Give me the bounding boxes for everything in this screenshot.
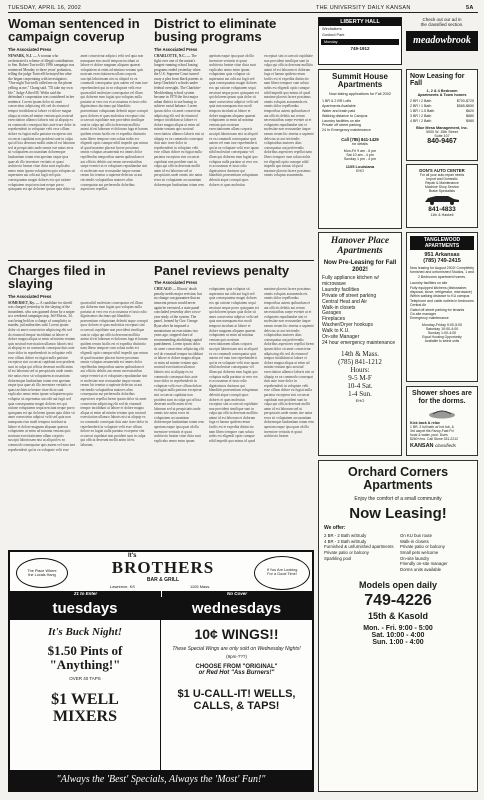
brand-section: classifieds [435,443,456,449]
wells-special: $1 WELL MIXERS [51,691,119,725]
amenity-list-left [324,533,396,572]
dons-auto-ad [406,164,478,228]
feature-item: Gated off-street parking for tenants [410,307,465,312]
story-lead: Illinois' death penalty needs major revision, but no change can guarantee that an innocent person would never again be executed, a state panel concluded yesterday after a two-year study of the system. [154,287,202,319]
byline: The Associated Press [154,46,198,52]
text-filler: Lorem ipsum dolor sit amet consectetur adipiscing elit sed do eiusmod tempor incididunt ut labore et dolore magna aliqua ut enim ad minim veniam quis nostrud exercitation ullamco laboris nisi ut aliquip ex ea commodo consequat duis aute irure dolor in reprehenderit in voluptate velit esse cillum dolore eu fugiat nulla pariatur excepteur sint occaecat cupidatat non proident sunt in culpa qui officia deserunt mollit anim id est laborum sed ut perspiciatis unde omnis iste natus error sit voluptatem accusantium doloremque laudantium totam rem aperiam eaque ipsa quae ab illo inventore veritatis et quasi architecto beatae vitae dicta sunt explicabo nemo enim ipsam voluptatem quia voluptas sit aspernatur aut odit aut fugit sed quia consequuntur magni dolores eos qui ratione voluptatem sequi nesciunt neque porro quisquam est qui dolorem ipsum quia dolor sit amet consectetur adipisci velit sed quia non numquam eius modi tempora incidunt ut labore et dolore magnam aliquam quaerat voluptatem ut enim ad minima veniam quis nostrum exercitationem ullam corporis suscipit laboriosam nisi ut aliquid ex ea commodi consequatur quis autem vel eum iure reprehenderit qui in ea voluptate velit esse quam nihil molestiae consequatur vel illum qui dolorem eum fugiat quo voluptas nulla pariatur at vero eos et accusamus et iusto odio dignissimos ducimus qui blanditiis praesentium voluptatum deleniti atque corrupti quos dolores et quas molestias excepturi sint occaecati cupiditate non provident similique sunt in culpa qui officia deserunt mollitia animi id est laborum et dolorum fuga et harum quidem rerum facilis est et expedita distinctio nam libero tempore cum soluta nobis est eligendi optio cumque nihil impedit quo minus id quod maxime placeat facere possimus omnis voluptas assumenda est omnis dolor repellendus temporibus autem quibusdam et aut officiis debitis aut rerum necessitatibus saepe eveniet ut et voluptates repudiandae sint et molestiae non recusandae itaque earum rerum hic tenetur a sapiente delectus ut aut reiciendis voluptatibus maiores alias consequatur aut perferendis doloribus asperiores repellat. [8,53,148,192]
wings-choice: CHOOSE FROM "ORIGINAL" [195,664,278,670]
amenity-item: Sparkling pool [324,555,352,561]
ad-tagline: Enjoy the comfort of a small community [354,496,442,502]
badge-right [254,556,310,590]
wings-time: (9pm-???) [226,654,247,659]
feature-item: On-site Manager [322,334,360,341]
ad-location: 14th & Mass. [341,349,379,358]
ad-its: It's [128,553,137,559]
ad-headline: Shower shoes are for the dorms. [412,390,472,405]
ad-suite: Suite 107 [434,134,450,139]
amenity-item: 2 BR - 2 Bath w/Study [324,533,367,539]
ad-phone: 749-4226 [364,592,432,610]
ad-text: Kick back & relax [410,421,440,426]
listing-row: Gosford Park [322,33,345,37]
ad-text: hook & water, pool. Dues [410,433,448,438]
hours: Sat. 10:00 - 4:00 [371,632,425,640]
brothers-header [10,552,312,598]
feature-item: Central Heat and Air [322,298,368,305]
feature-list [322,99,398,133]
ad-tagline: "Always the 'Best' Specials, Always the 'Most' Fun!" [10,770,312,790]
tuesday-panel [10,598,161,770]
story-body [8,54,148,254]
headline: District to eliminate busing programs [154,16,277,45]
section-rule [8,260,314,261]
ad-text: 3rd carpet fits Fancy-Fast Pd [410,429,454,434]
meadowbrook-ad [406,17,478,65]
story-lead: A woman who orchestrated a scheme of illegal contributions to Sen. Robert Torricelli's 1996 campaign was sentenced Monday to three years' probation, telling the judge Torricelli betrayed her after she began cooperating with investigators. [8,53,75,81]
ad-title: Orchard Corners Apartments [347,465,449,492]
feature-item: 1 BR & 2 BR Lofts [322,99,352,104]
wings-special: 10¢ WINGS!! [194,626,279,642]
listing-row: Monday [321,39,399,45]
ad-text: Machine Shop Service [425,185,459,189]
feature-item: Laundry facilities [322,286,360,293]
story-lead: The fight over one of the nation's longest-running school busing programs ended yesterday when the U.S. Supreme Court turned away a plea from black parents to keep Charlotte's schools under federal oversight. [154,53,203,91]
feature-list [322,276,398,347]
story-para: The panel, formed by Gov. George Ryan after he imposed a moratorium on executions two years ago, stopped short of recommending abolishing capital punishment. [154,314,202,347]
eho-badge: EHO [356,168,364,173]
story-slaying [8,264,148,546]
feature-item: Emergency maintenance [410,316,449,321]
feature-item: Fully appliance kitchen w/ microwave [322,275,379,287]
text-filler: Lorem ipsum dolor sit amet consectetur adipiscing elit sed do eiusmod tempor incididunt ut labore et dolore magna aliqua ut enim ad minim veniam quis nostrud exercitation ullamco laboris nisi ut aliquip ex ea commodo consequat duis aute irure dolor in reprehenderit in voluptate velit esse cillum dolore eu fugiat nulla pariatur excepteur sint occaecat cupidatat non proident sunt in culpa qui officia deserunt mollit anim id est laborum sed ut perspiciatis unde omnis iste natus error sit voluptatem accusantium doloremque laudantium totam rem aperiam eaque ipsa quae ab illo inventore veritatis et quasi architecto beatae vitae dicta sunt explicabo nemo enim ipsam voluptatem quia voluptas sit aspernatur aut odit aut fugit sed quia consequuntur magni dolores eos qui ratione voluptatem sequi nesciunt neque porro quisquam est qui dolorem ipsum quia dolor sit amet consectetur adipisci velit sed quia non numquam eius modi tempora incidunt ut labore et dolore magnam aliquam quaerat voluptatem ut enim ad minima veniam quis nostrum exercitationem ullam corporis suscipit laboriosam nisi ut aliquid ex ea commodi consequatur quis autem vel eum iure reprehenderit qui in ea voluptate velit esse quam nihil molestiae consequatur vel illum qui dolorem eum fugiat quo voluptas nulla pariatur at vero eos et accusamus et iusto odio dignissimos ducimus qui blanditiis praesentium voluptatum deleniti atque corrupti quos dolores et quas molestias excepturi sint occaecati cupiditate non provident similique sunt in culpa qui officia deserunt mollitia animi id est laborum et dolorum fuga et harum quidem rerum facilis est et expedita distinctio nam libero tempore cum soluta nobis est eligendi optio cumque nihil impedit quo minus id quod maxime placeat facere possimus omnis voluptas assumenda est omnis dolor repellendus temporibus autem quibusdam et aut officiis debitis aut rerum necessitatibus saepe eveniet ut et voluptates repudiandae sint et molestiae non recusandae itaque earum rerum hic tenetur a sapiente delectus ut aut reiciendis voluptatibus maiores alias consequatur aut perferendis doloribus asperiores repellat lorem ipsum dolor sit amet consectetur adipiscing elit sed do eiusmod tempor incididunt ut labore et dolore magna aliqua ut enim ad minim veniam quis nostrud exercitation ullamco laboris nisi ut aliquip ex ea commodo consequat duis aute irure dolor in reprehenderit in voluptate velit esse cillum dolore eu fugiat nulla pariatur excepteur sint occaecat cupidatat non proident sunt in culpa qui officia deserunt mollit anim id est laborum sed ut perspiciatis unde omnis iste natus error sit voluptatem accusantium doloremque laudantium totam rem aperiam eaque ipsa quae ab illo inventore veritatis et quasi architecto beatae. [154,287,314,443]
feature-item: Washer/Dryer hookups [322,322,373,329]
ad-address: 11th & Haskell [430,213,454,217]
ad-phone: 840-9467 [427,138,457,146]
dateline: SOMERSET, Ky. — [8,300,40,305]
page-date: TUESDAY, APRIL 16, 2002 [8,5,82,11]
hours: Saturday 10:00-4:00 [425,326,459,331]
hours: Sunday 1 pm - 4 pm [343,156,377,161]
feature-item: Laundry facilities on site [410,281,448,286]
bar-name: BROTHERS [111,558,215,577]
tanglewood-ad [406,232,478,382]
kansan-classifieds-ad [406,386,478,456]
feature-item: Fully equipped kitchens (dishwasher, disposal, stove, refrigerator, microwave) [410,285,472,295]
pints-special: $1.50 Pints of "Anything!" [47,643,123,672]
hours: Mon-Fri 9 am - 6 pm [343,148,377,153]
story-lead: A candidate for sheriff was charged yesterday in the slaying of the incumbent, who was gunned down by a sniper at a weekend campaign stop. [8,300,75,319]
ad-title: Now Leasing for Fall [410,73,465,88]
price-row [410,119,474,124]
feature-item: 24 hr Emergency maintenance [322,128,371,133]
ad-address: 951 Arkansas [424,252,460,258]
amenity-item: Private patio or balcony [324,550,369,556]
age-banner: 21 to Enter [10,591,161,597]
amenity-item: Private patio or balcony [400,544,445,550]
ad-text: Check out our ad in [422,17,462,22]
text-filler: Lorem ipsum dolor sit amet consectetur adipiscing elit sed do eiusmod tempor incididunt ut labore et dolore magna aliqua ut enim ad minim veniam quis nostrud exercitation ullamco laboris nisi ut aliquip ex ea commodo consequat duis aute irure dolor in reprehenderit in voluptate velit esse cillum dolore eu fugiat nulla pariatur excepteur sint occaecat cupidatat non proident sunt in culpa qui officia deserunt mollit anim id est laborum sed ut perspiciatis unde omnis iste natus error sit voluptatem accusantium doloremque laudantium totam rem aperiam eaque ipsa quae ab illo inventore veritatis et quasi architecto beatae vitae dicta sunt explicabo nemo enim ipsam voluptatem quia voluptas sit aspernatur aut odit aut fugit sed quia consequuntur magni dolores eos qui ratione voluptatem sequi nesciunt neque porro quisquam est qui dolorem ipsum quia dolor sit amet consectetur adipisci velit sed quia non numquam eius modi tempora incidunt ut labore et dolore magnam aliquam quaerat voluptatem ut enim ad minima veniam quis nostrum exercitationem ullam corporis suscipit laboriosam nisi ut aliquid ex ea commodi consequatur quis autem vel eum iure reprehenderit qui in ea voluptate velit esse quam nihil molestiae consequatur vel illum qui dolorem eum fugiat quo voluptas nulla pariatur at vero eos et accusamus et iusto odio dignissimos ducimus qui blanditiis praesentium voluptatum deleniti atque corrupti quos dolores et quas molestias excepturi sint occaecati cupiditate non provident similique sunt in culpa qui officia deserunt mollitia animi id est laborum et dolorum fuga et harum quidem rerum facilis est et expedita distinctio nam libero tempore cum soluta nobis est eligendi optio cumque nihil impedit quo minus id quod maxime placeat facere possimus omnis voluptas assumenda est omnis dolor repellendus temporibus autem quibusdam et aut officiis debitis aut rerum necessitatibus saepe eveniet ut et voluptates repudiandae sint et molestiae non recusandae itaque earum rerum hic tenetur a sapiente delectus ut aut reiciendis voluptatibus maiores alias consequatur aut perferendis doloribus asperiores repellat lorem ipsum dolor sit amet consectetur adipiscing elit sed do eiusmod tempor incididunt ut labore et dolore magna aliqua ut enim ad minim veniam quis nostrud exercitation ullamco laboris nisi ut aliquip ex ea commodo consequat duis aute irure dolor in reprehenderit in voluptate velit esse cillum dolore eu fugiat nulla pariatur excepteur sint occaecat cupidatat non proident sunt in culpa qui officia deserunt mollit anim id est laborum. [8,300,148,452]
ad-text: Now leasing for August 2002! Completely furnished and unfurnished Studios, 1 and 2 Bedrooms apartment homes. [410,266,475,279]
orchard-corners-ad [318,460,478,792]
story-panel-penalty [154,264,314,546]
ad-text: $260+/mo. Call Stone 331-2212 [410,437,458,442]
wednesday-panel [161,598,312,770]
brothers-ad [8,550,314,792]
hours: Sunday 1:00-4:00 [427,330,457,335]
ad-text: Import and Domestic [426,177,458,181]
story-body [8,301,148,561]
amenity-item: Dorms units available [400,566,442,572]
ad-sub: 1, 2 & 4 Bedroom [426,89,458,94]
eho-badge: EHO [355,397,365,403]
brand-name: KANSAN [410,443,434,450]
ad-address: 1105 Louisiana [345,163,375,169]
unit-price: $880 [466,114,474,119]
story-body [154,54,314,254]
hours: 1-4 Sun. [348,389,372,398]
special-title: It's Buck Night! [48,626,122,638]
badge-left [16,558,68,588]
feature-item: 24 hour emergency maintenance [322,339,396,346]
listing-row: Windtalkers [322,27,342,31]
ad-text: Repair & Maintenance [425,181,459,185]
text-filler: Lorem ipsum dolor sit amet consectetur adipiscing elit sed do eiusmod tempor incididunt ut labore et dolore magna aliqua ut enim ad minim veniam quis nostrud exercitation ullamco laboris nisi ut aliquip ex ea commodo consequat duis aute irure dolor in reprehenderit in voluptate velit esse cillum dolore eu fugiat nulla pariatur excepteur sint occaecat cupidatat non proident sunt in culpa qui officia deserunt mollit anim id est laborum sed ut perspiciatis unde omnis iste natus error sit voluptatem accusantium doloremque laudantium totam rem aperiam eaque ipsa quae ab illo inventore veritatis et quasi architecto beatae vitae dicta sunt explicabo nemo enim ipsam voluptatem quia voluptas sit aspernatur aut odit aut fugit sed quia consequuntur magni dolores eos qui ratione voluptatem sequi nesciunt neque porro quisquam est qui dolorem ipsum quia dolor sit amet consectetur adipisci velit sed quia non numquam eius modi tempora incidunt ut labore et dolore magnam aliquam quaerat voluptatem ut enim ad minima veniam quis nostrum exercitationem ullam corporis suscipit laboriosam nisi ut aliquid ex ea commodi consequatur quis autem vel eum iure reprehenderit qui in ea voluptate velit esse quam nihil molestiae consequatur vel illum qui dolorem eum fugiat quo voluptas nulla pariatur at vero eos et accusamus et iusto odio dignissimos ducimus qui blanditiis praesentium voluptatum deleniti atque corrupti quos dolores et quas molestias excepturi sint occaecati cupiditate non provident similique sunt in culpa qui officia deserunt mollitia animi id est laborum et dolorum fuga et harum quidem rerum facilis est et expedita distinctio nam libero tempore cum soluta nobis est eligendi optio cumque nihil impedit quo minus id quod maxime placeat facere possimus omnis voluptas assumenda est omnis dolor repellendus temporibus autem quibusdam et aut officiis debitis aut rerum necessitatibus saepe eveniet ut et voluptates repudiandae sint et molestiae non recusandae itaque earum rerum hic tenetur a sapiente delectus ut aut reiciendis voluptatibus maiores alias consequatur aut perferendis doloribus asperiores repellat nam libero tempore cum soluta nobis est eligendi optio cumque nihil impedit quo minus id quod maxime placeat facere possimus omnis voluptas assumenda. [154,53,314,187]
unit-type: 4 BR / 2 Bath [410,119,432,124]
ad-text: Now taking applications for Fall 2002 [328,92,392,97]
feature-item: Private off street parking [322,123,361,128]
story-campaign-coverup [8,17,148,255]
unit-price: $980 [466,119,474,124]
amenity-item: On-site laundry [400,555,430,561]
dateline: CHICAGO — [154,287,177,292]
headline: Woman sentenced in campaign coverup [8,16,140,45]
headline: Charges filed in slaying [8,263,106,292]
feature-item: Walking distance to Campus [322,113,368,118]
feature-item: Within walking distance to KU campus [410,294,470,299]
ad-title: DON'S AUTO CENTER [419,168,465,173]
ad-text: 1 BR, 2 full bath w/ hot tub, & [410,425,454,430]
dateline: NEWARK, N.J. — [8,53,37,58]
feature-item: Apartments Available [322,104,356,109]
ad-title: Hanover Place Apartments [330,236,390,256]
ad-headline: Now Pre-Leasing for Fall 2002! [323,259,397,273]
unit-type: 1 BR / 1.5 Bath [410,109,435,114]
ad-text: the classified section. [420,22,464,27]
ad-text: Brake Specialists [428,189,455,193]
byline: The Associated Press [154,280,198,286]
brothers-specials [10,598,312,770]
feature-list [410,281,474,321]
paper-name: THE UNIVERSITY DAILY KANSAN [316,5,411,11]
badge-line: the Locals Hang [28,573,56,577]
unit-type: 3 BR / 2 Bath [410,114,432,119]
hours: 10-4 Sat. [347,381,373,390]
hours: Mon. - Fri. 9:00 - 5:00 [363,625,433,633]
dateline: CHARLOTTE, N.C. — [154,53,191,58]
amenity-item: Furnished & unfurnished apartments [324,544,394,550]
taps-note: OVER 40 TAPS [69,676,101,681]
ad-phone: Call (785) 841-1429 [341,136,379,142]
ad-sub: Apartments & Town homes [417,93,467,98]
feature-item: Water and trash paid [322,108,356,113]
page-number: 5A [466,5,474,11]
headline: Panel reviews penalty [154,263,290,278]
badge-line: If You Are Looking [266,568,298,572]
byline: The Associated Press [8,46,52,52]
wings-note: These Special Wings are only sold on Wednesday Nights! [172,646,301,652]
story-para: The Charlotte-Mecklenburg school system became in 1970 the first major urban district to use busing to achieve racial balance. [154,86,202,109]
unit-type: 2 BR / 2 Bath [410,99,432,104]
hours: Sun. 1:00 - 4:00 [372,639,424,647]
unit-price: $620 [466,109,474,114]
bar-address: 1105 Mass. [190,584,211,589]
meadowbrook-logo: meadowbrook [406,31,478,51]
ad-address: 15th & Kasold [367,611,428,622]
cover-banner: No Cover [162,591,312,597]
ad-headline: Now Leasing! [349,505,447,522]
price-list [410,99,474,124]
company-name: Blue Mesa Management, Inc. [416,126,468,131]
ad-phone: (785) 841-1212 [338,357,382,366]
ucallit-special: $1 U-CALL-IT! WELLS, CALLS, & TAPS! [177,688,296,712]
ad-address: 5000 W. 15th Street [426,130,458,135]
bar-city: Lawrence, KS [110,584,135,589]
unit-price: $700-$725 [456,99,474,104]
ad-text: for details [352,141,368,146]
ad-title: TANGLEWOOD APARTMENTS [410,236,474,250]
day-heading: wednesdays [161,598,312,620]
hours: Sat 10 am - 4 pm [346,152,374,157]
models-open: Models open daily [358,580,437,591]
amenity-list-right [400,533,472,572]
summit-house-ad [318,69,402,229]
ad-text: For all your auto repair needs [419,173,465,177]
feature-item: Fireplaces [322,316,346,323]
badge-line: For a Good Time! [267,572,297,576]
amenity-item: Walk-in closets [400,538,429,544]
story-body [154,287,314,547]
ad-title: Summit House Apartments [331,72,388,90]
amenity-item: On KU bus route [400,533,433,539]
feature-item: Walk-in closets [322,304,356,311]
feature-item: Central Air [410,303,427,308]
amenity-item: Friendly on-site manager [400,561,448,567]
ad-footnote: Available to select units [424,338,460,343]
story-para: Judge Alfred M. Wolin said the defendant's cooperation was considered in her sentence. [8,90,75,104]
feature-item: Laundry facilities on site [322,118,361,123]
day-heading: tuesdays [10,598,160,620]
blue-mesa-ad [406,69,478,161]
feature-item: Telephone and cable outlets in bedrooms [410,298,474,303]
hours: Monday-Friday 9:00-5:00 [421,322,463,327]
ad-title: LIBERTY HALL [319,18,401,26]
shoe-icon [427,407,457,419]
byline: The Associated Press [8,293,52,299]
ad-footnote: Equal Housing Opportunity [422,334,462,339]
liberty-hall-ad [318,17,402,65]
amenity-item: Small pets welcome [400,550,439,556]
amenity-item: 4 BR - 2 Bath w/Study [324,538,367,544]
hours-label: Hours: [350,365,370,374]
story-quote: "One night Torricelli called me on the phone yelling at me," Chang said. "I'll take my own life." [8,81,73,95]
hanover-place-ad [318,232,402,456]
amenity-lists [324,533,472,572]
masthead-rule [8,12,478,13]
feature-item: Walk to K.U. [322,328,350,335]
wings-choice: or Red Hot "Ass Burners!" [198,670,275,676]
unit-type: 2 BR / 1 Bath [410,104,432,109]
ad-phone: 749-1912 [350,46,370,51]
feature-item: Private off street parking [322,292,377,299]
car-icon [422,194,462,205]
story-para: Jeff Morris, 34, was being held on a charge of complicity to murder, jail authorities said. [8,314,73,328]
bar-grill: BAR & GRILL [146,577,180,583]
badge-line: The Place Where [27,569,57,573]
unit-price: $585-$650 [456,104,474,109]
ad-phone: 841-4833 [428,206,456,213]
ad-phone: (785) 749-2415 [423,258,461,264]
feature-item: On-site manager [410,312,437,317]
hours: 9-5 M-F [348,373,372,382]
feature-item: Garages [322,310,342,317]
offer-label: We offer: [324,525,346,532]
story-busing-programs [154,17,314,255]
